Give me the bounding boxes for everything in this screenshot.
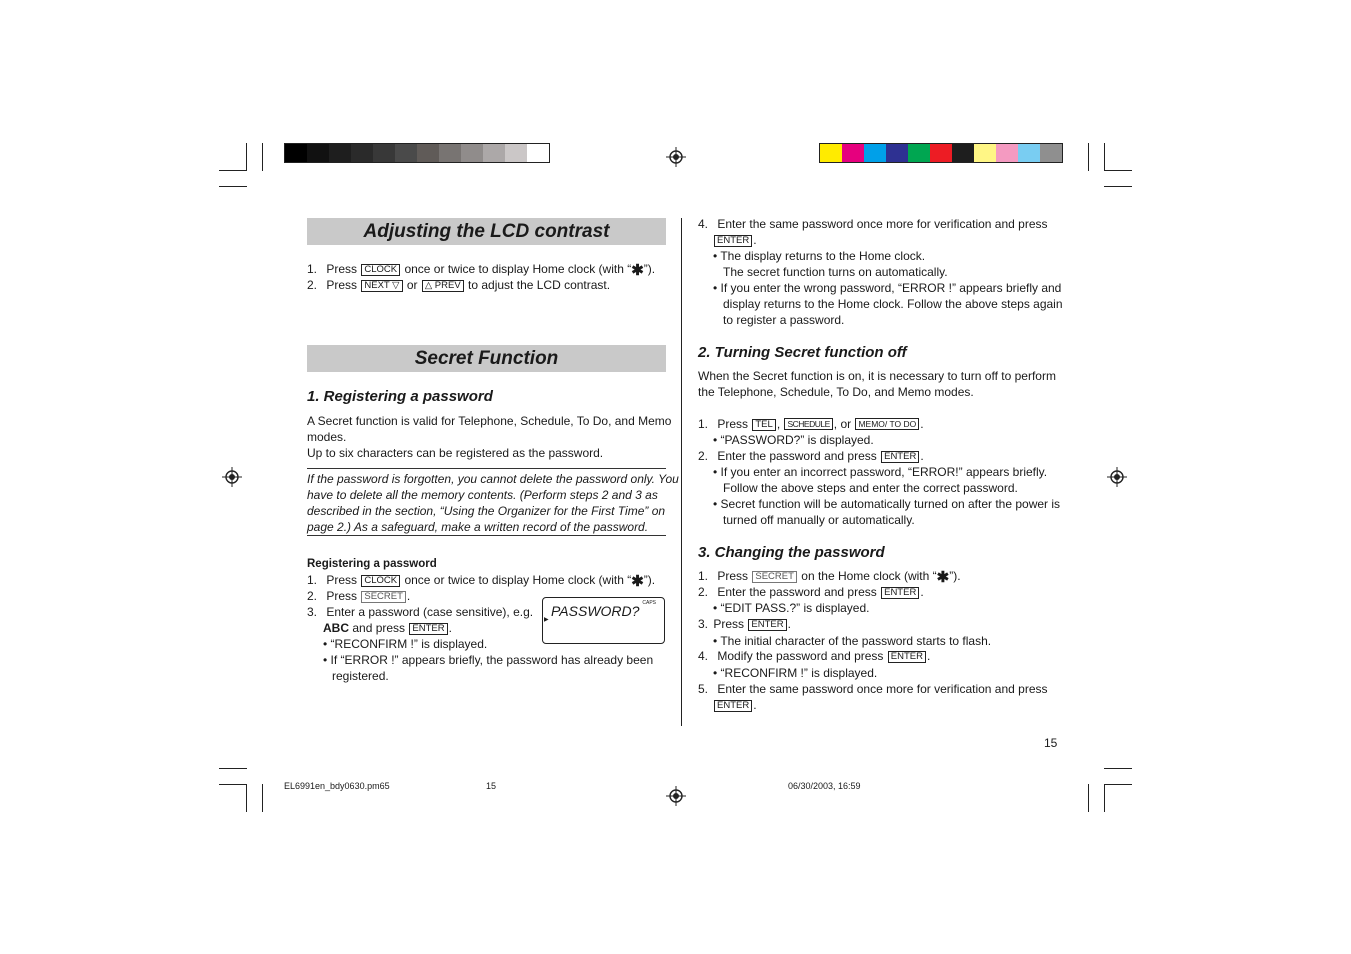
note-line: If the password is forgotten, you cannot delete the password only. You — [307, 472, 679, 486]
note-rule-bottom — [307, 535, 666, 536]
intro-line: A Secret function is valid for Telephone, Schedule, To Do, and Memo — [307, 414, 672, 428]
register-bullet: registered. — [332, 669, 389, 683]
enter-key: ENTER — [881, 451, 919, 463]
registering-subhead: Registering a password — [307, 558, 437, 570]
color-swatch — [930, 144, 952, 162]
color-swatch — [1040, 144, 1062, 162]
registration-mark-icon — [1107, 467, 1127, 487]
crop-mark — [1104, 784, 1132, 785]
color-swatch — [351, 144, 373, 162]
off-bullet: • Secret function will be automatically turned on after the power is — [713, 497, 1061, 511]
lcd-step-1: 1. Press CLOCK once or twice to display Home clock (with “✱”). — [307, 262, 656, 279]
color-swatch — [307, 144, 329, 162]
crop-mark — [1104, 784, 1105, 812]
enter-key: ENTER — [714, 235, 752, 247]
crop-mark — [262, 784, 263, 812]
color-swatch — [908, 144, 930, 162]
lcd-text: PASSWORD? — [551, 603, 640, 619]
registration-mark-icon — [666, 147, 686, 167]
register-step-1: 1. Press CLOCK once or twice to display Home clock (with “✱”). — [307, 573, 656, 590]
enter-key: ENTER — [714, 700, 752, 712]
next-key: NEXT ▽ — [361, 280, 402, 292]
schedule-key: SCHEDULE — [784, 418, 832, 430]
color-swatch-strip — [819, 143, 1063, 163]
crop-mark — [219, 170, 247, 171]
crop-mark — [1104, 143, 1105, 171]
color-swatch — [996, 144, 1018, 162]
star-icon: ✱ — [631, 262, 644, 279]
off-intro: the Telephone, Schedule, To Do, and Memo modes. — [698, 385, 974, 399]
caps-indicator: CAPS — [642, 600, 656, 606]
crop-mark — [219, 768, 247, 769]
off-bullet: Follow the above steps and enter the correct password. — [723, 481, 1018, 495]
crop-mark — [1104, 186, 1132, 187]
off-step-1: 1. Press TEL , SCHEDULE , or MEMO/ TO DO . — [698, 417, 924, 431]
verify-bullet: display returns to the Home clock. Follow the above steps again — [723, 297, 1063, 311]
color-swatch — [886, 144, 908, 162]
change-step-5: 5. Enter the same password once more for verification and press — [698, 682, 1048, 696]
registration-mark-icon — [666, 786, 686, 806]
prev-key: △ PREV — [422, 280, 464, 292]
color-swatch — [373, 144, 395, 162]
register-bullet: • “RECONFIRM !” is displayed. — [323, 637, 488, 651]
change-step-3: 3. Press ENTER . — [698, 617, 791, 631]
clock-key: CLOCK — [361, 575, 400, 587]
color-swatch — [417, 144, 439, 162]
change-bullet: • “RECONFIRM !” is displayed. — [713, 666, 878, 680]
color-swatch — [285, 144, 307, 162]
gray-swatch-strip — [284, 143, 550, 163]
crop-mark — [246, 784, 247, 812]
note-line: page 2.) As a safeguard, make a written record of the password. — [307, 520, 649, 534]
enter-key: ENTER — [881, 587, 919, 599]
off-bullet: turned off manually or automatically. — [723, 513, 915, 527]
color-swatch — [952, 144, 974, 162]
verify-bullet: • The display returns to the Home clock. — [713, 249, 926, 263]
footer-page: 15 — [486, 781, 497, 791]
color-swatch — [439, 144, 461, 162]
section-title-secret-function: Secret Function — [307, 345, 666, 372]
change-step-2: 2. Enter the password and press ENTER . — [698, 585, 924, 599]
memo-todo-key: MEMO/ TO DO — [855, 418, 919, 430]
verify-bullet: The secret function turns on automatically. — [723, 265, 948, 279]
verify-bullet: to register a password. — [723, 313, 845, 327]
crop-mark — [1088, 143, 1089, 171]
secret-key: SECRET — [361, 591, 406, 603]
subheading-turning-off: 2. Turning Secret function off — [698, 344, 907, 361]
off-step-2: 2. Enter the password and press ENTER . — [698, 449, 924, 463]
column-divider — [681, 218, 682, 726]
register-step-3-cont: ABC and press ENTER . — [323, 621, 452, 635]
intro-line: Up to six characters can be registered as the password. — [307, 446, 604, 460]
note-rule-top — [307, 468, 666, 469]
enter-key: ENTER — [409, 623, 447, 635]
color-swatch — [527, 144, 549, 162]
subheading-changing: 3. Changing the password — [698, 544, 885, 561]
crop-mark — [246, 143, 247, 171]
change-step-4: 4. Modify the password and press ENTER . — [698, 649, 931, 663]
footer-date: 06/30/2003, 16:59 — [788, 781, 861, 791]
color-swatch — [974, 144, 996, 162]
star-icon: ✱ — [936, 569, 950, 586]
change-bullet: • The initial character of the password starts to flash. — [713, 634, 992, 648]
color-swatch — [864, 144, 886, 162]
color-swatch — [1018, 144, 1040, 162]
register-bullet: • If “ERROR !” appears briefly, the password has already been — [323, 653, 654, 667]
secret-key: SECRET — [752, 571, 797, 583]
change-step-1: 1. Press SECRET on the Home clock (with “✱”). — [698, 569, 961, 586]
color-swatch — [395, 144, 417, 162]
lcd-step-2: 2. Press NEXT ▽ or △ PREV to adjust the LCD contrast. — [307, 278, 611, 292]
off-bullet: • “PASSWORD?” is displayed. — [713, 433, 874, 447]
change-step-5-cont: ENTER . — [713, 697, 757, 713]
cursor-arrow-icon: ▶ — [544, 617, 549, 623]
verify-step-4-cont: ENTER . — [713, 232, 757, 248]
enter-key: ENTER — [748, 619, 786, 631]
clock-key: CLOCK — [361, 264, 400, 276]
verify-bullet: • If you enter the wrong password, “ERROR !” appears briefly and — [713, 281, 1062, 295]
crop-mark — [1088, 784, 1089, 812]
crop-mark — [1104, 768, 1132, 769]
color-swatch — [505, 144, 527, 162]
tel-key: TEL — [752, 419, 775, 431]
color-swatch — [461, 144, 483, 162]
note-line: described in the section, “Using the Organizer for the First Time” on — [307, 504, 666, 518]
crop-mark — [1104, 170, 1132, 171]
note-line: have to delete all the memory contents. (Perform steps 2 and 3 as — [307, 488, 658, 502]
color-swatch — [820, 144, 842, 162]
enter-key: ENTER — [888, 651, 926, 663]
crop-mark — [262, 143, 263, 171]
crop-mark — [219, 186, 247, 187]
change-bullet: • “EDIT PASS.?” is displayed. — [713, 601, 870, 615]
off-bullet: • If you enter an incorrect password, “ERROR!” appears briefly. — [713, 465, 1048, 479]
register-step-3: 3. Enter a password (case sensitive), e.g. — [307, 605, 534, 619]
crop-mark — [219, 784, 247, 785]
register-step-2: 2. Press SECRET . — [307, 589, 411, 603]
lcd-display — [542, 597, 665, 644]
off-intro: When the Secret function is on, it is necessary to turn off to perform — [698, 369, 1056, 383]
star-icon: ✱ — [631, 573, 644, 590]
color-swatch — [329, 144, 351, 162]
page-number: 15 — [1044, 736, 1058, 750]
registration-mark-icon — [222, 467, 242, 487]
verify-step-4: 4. Enter the same password once more for verification and press — [698, 217, 1048, 231]
section-title-lcd-contrast: Adjusting the LCD contrast — [307, 218, 666, 245]
color-swatch — [483, 144, 505, 162]
subheading-registering: 1. Registering a password — [307, 388, 493, 405]
intro-line: modes. — [307, 430, 347, 444]
color-swatch — [842, 144, 864, 162]
footer-filename: EL6991en_bdy0630.pm65 — [284, 781, 390, 791]
